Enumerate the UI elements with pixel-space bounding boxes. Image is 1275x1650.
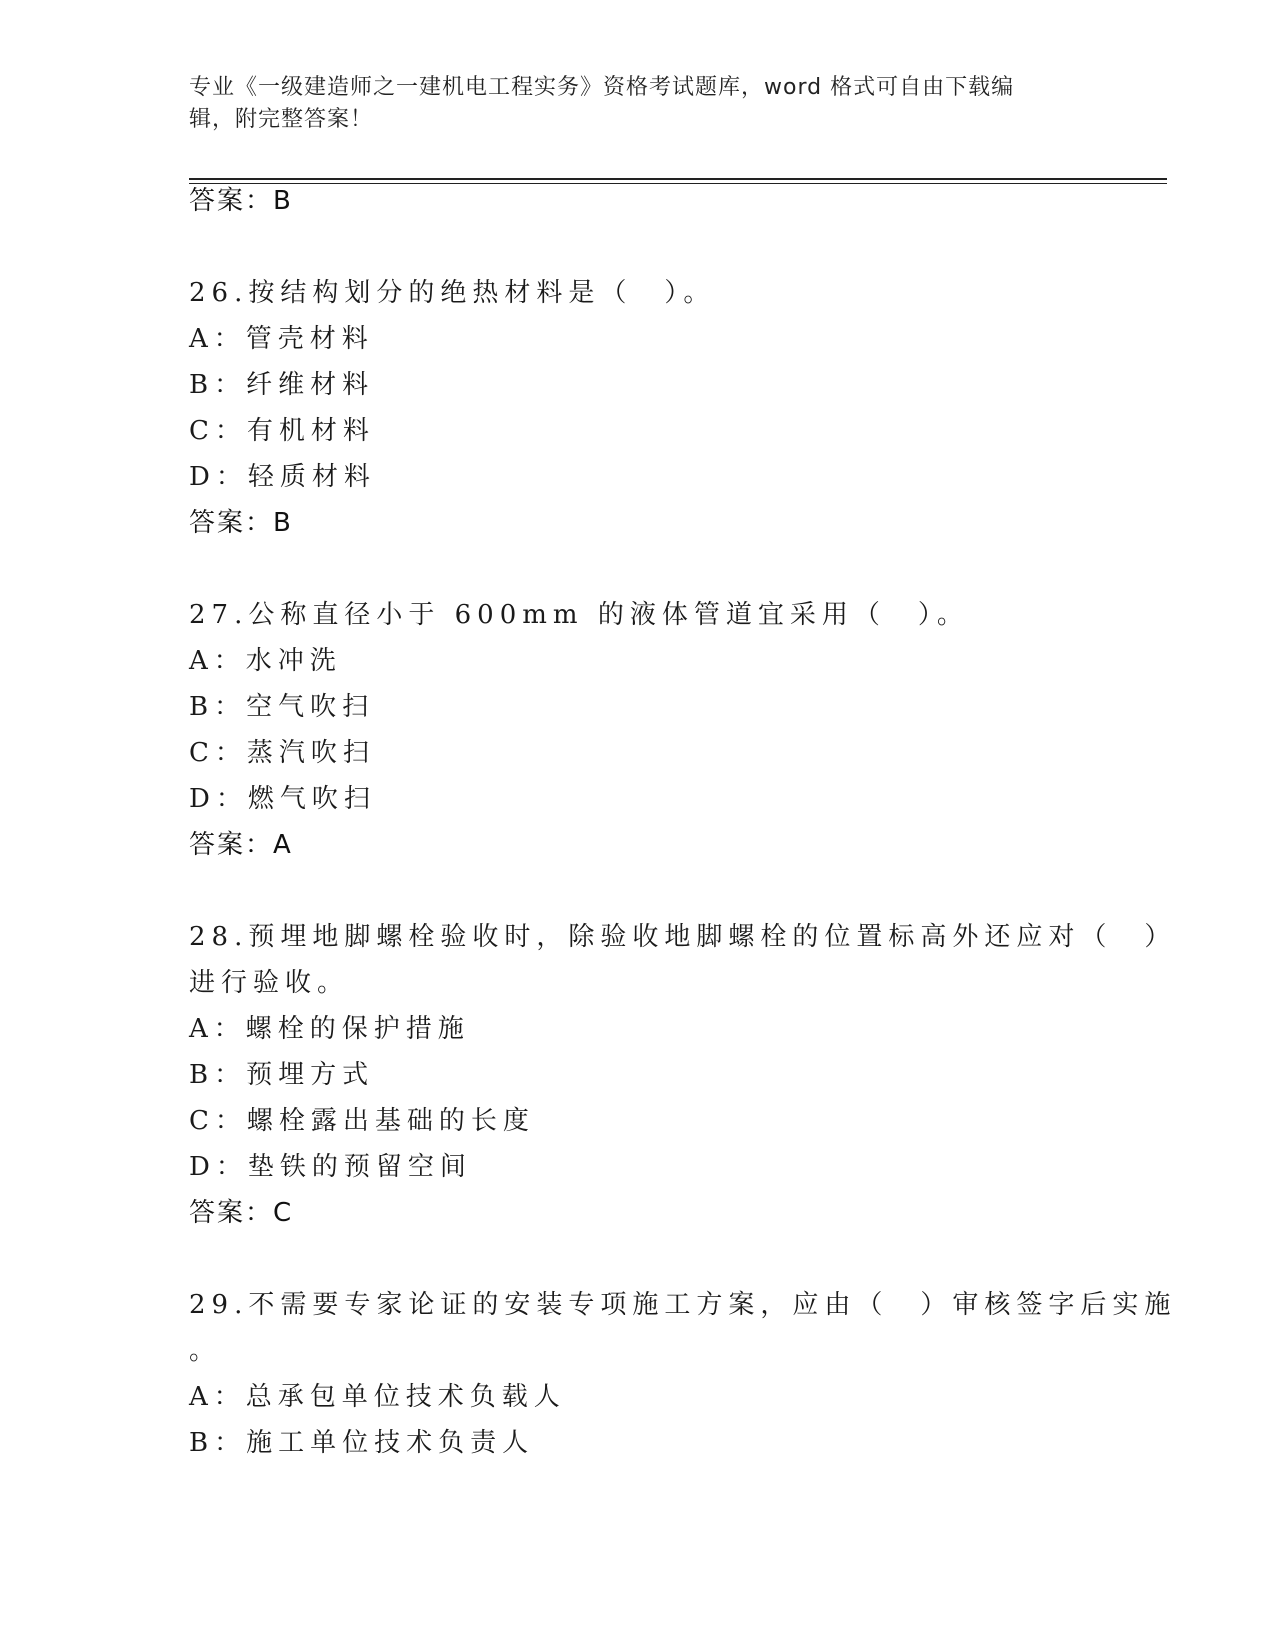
option-a: A：水冲洗 [189, 646, 342, 676]
answer: 答案：C [189, 1198, 294, 1228]
document-body [189, 178, 1177, 1466]
option-d: D：燃气吹扫 [189, 784, 376, 814]
header-line-2: 辑，附完整答案！ [189, 107, 374, 132]
option-a: A：管壳材料 [189, 324, 374, 354]
option-b: B：施工单位技术负责人 [189, 1428, 535, 1458]
header-line-1: 专业《一级建造师之一建机电工程实务》资格考试题库，word 格式可自由下载编 [189, 75, 1015, 100]
question-stem: 26.按结构划分的绝热材料是（ ）。 [189, 278, 716, 308]
question-stem-line-1: 28.预埋地脚螺栓验收时，除验收地脚螺栓的位置标高外还应对（ ） [189, 922, 1177, 952]
answer-25: 答案：B [189, 186, 293, 216]
answer: 答案：A [189, 830, 293, 860]
question-27 [189, 592, 1109, 868]
option-b: B：空气吹扫 [189, 692, 375, 722]
answer: 答案：B [189, 508, 293, 538]
option-c: C：螺栓露出基础的长度 [189, 1106, 535, 1136]
option-d: D：垫铁的预留空间 [189, 1152, 472, 1182]
option-b: B：纤维材料 [189, 370, 375, 400]
option-c: C：有机材料 [189, 416, 375, 446]
option-d: D：轻质材料 [189, 462, 376, 492]
question-26 [189, 270, 1109, 546]
question-stem-line-2: 。 [189, 1336, 222, 1366]
question-stem-line-2: 进行验收。 [189, 968, 350, 998]
question-29 [189, 1282, 1177, 1466]
option-b: B：预埋方式 [189, 1060, 375, 1090]
spacer [189, 868, 1109, 914]
spacer [189, 1236, 1109, 1282]
option-a: A：总承包单位技术负载人 [189, 1382, 566, 1412]
question-stem-line-1: 29.不需要专家论证的安装专项施工方案，应由（ ）审核签字后实施 [189, 1290, 1177, 1320]
question-28 [189, 914, 1177, 1236]
document-header [189, 72, 1089, 136]
option-a: A：螺栓的保护措施 [189, 1014, 470, 1044]
spacer [189, 224, 1109, 270]
option-c: C：蒸汽吹扫 [189, 738, 375, 768]
question-stem: 27.公称直径小于 600mm 的液体管道宜采用（ ）。 [189, 600, 969, 630]
spacer [189, 546, 1109, 592]
